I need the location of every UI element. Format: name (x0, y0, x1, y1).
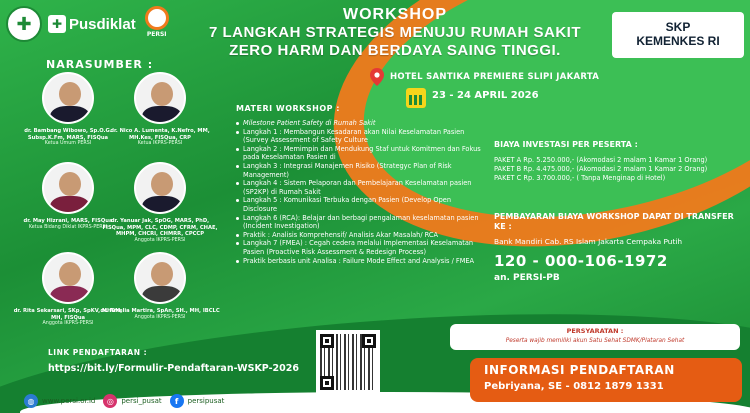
paket-row: PAKET A Rp. 5.250.000,- (Akomodasi 2 malam 1 Kamar 1 Orang) (494, 156, 708, 164)
workshop-label: WORKSHOP (343, 6, 447, 23)
qr-finder (320, 334, 334, 348)
persi-logo-text: PERSI (146, 31, 167, 38)
speaker-role: Anggota IKPRS-PERSI (42, 321, 94, 326)
speaker-card (100, 252, 220, 321)
persi-logo-icon (145, 6, 169, 30)
facebook-icon: f (170, 394, 184, 408)
venue-date: 23 - 24 APRIL 2026 (432, 90, 539, 101)
qr-finder (362, 334, 376, 348)
speaker-name: dr. Amelia Martira, SpAn, SH., MH, IBCLC (100, 308, 220, 314)
materi-title: MATERI WORKSHOP : (236, 104, 340, 113)
pusdiklat-logo (48, 15, 136, 33)
account-holder: an. PERSI-PB (494, 273, 560, 283)
speaker-name: dr. May Hizrani, MARS, FISQua (23, 218, 113, 224)
materi-item: Langkah 4 : Sistem Pelaporan dan Pembelajaran Keselamatan pasien (SP2KP) di Rumah Sakit (236, 179, 486, 196)
link-title: LINK PENDAFTARAN : (48, 348, 148, 357)
materi-item: Langkah 5 : Komunikasi Terbuka dengan Pasien (Develop Open Disclosure (236, 196, 486, 213)
globe-icon: ◍ (24, 394, 38, 408)
materi-item: Milestone Patient Safety di Rumah Sakit (236, 119, 486, 128)
logo-row (6, 6, 172, 42)
pusdiklat-logo-text: Pusdiklat (69, 15, 136, 33)
materi-item: Praktik berbasis unit Analisa : Failure Mode Effect and Analysis / FMEA (236, 257, 486, 266)
instagram-icon: ◎ (103, 394, 117, 408)
speaker-photo (134, 72, 186, 124)
social-instagram[interactable] (103, 394, 161, 408)
title-line-1: 7 LANGKAH STRATEGIS MENUJU RUMAH SAKIT (208, 24, 582, 41)
persyaratan-box (450, 324, 740, 350)
skp-line-2: KEMENKES RI (636, 34, 720, 48)
biaya-section (494, 140, 707, 183)
pembayaran-section (494, 212, 744, 283)
social-facebook-label: persipusat (187, 397, 225, 405)
materi-item: Praktik : Analisis Komprehensif/ Analisis Akar Masalah/ RCA (236, 231, 486, 240)
account-number: 120 - 000-106-1972 (494, 252, 668, 270)
speaker-name: dr. Yanuar Jak, SpOG, MARS, PhD, FISQua, MPM, CLC, CDMP, CFRM, CHAE, MHPM, CHCRI, CHMRR, CPCCP (102, 218, 218, 237)
speaker-photo (134, 162, 186, 214)
bank-name: Bank Mandiri Cab. RS Islam Jakarta Cempaka Putih (494, 237, 683, 246)
pusdiklat-mark-icon: ✚ (48, 15, 66, 33)
qr-code-icon[interactable] (316, 330, 380, 394)
biaya-title: BIAYA INVESTASI PER PESERTA : (494, 140, 638, 149)
speaker-role: Ketua Bidang Diklat IKPRS-PERSI (28, 224, 108, 230)
registration-link[interactable]: https://bit.ly/Formulir-Pendaftaran-WSKP-2026 (48, 363, 299, 374)
speaker-card (100, 162, 220, 244)
materi-item: Langkah 3 : Integrasi Manajemen Risiko (Strategyc Plan of Risk Management) (236, 162, 486, 179)
venue-hotel: HOTEL SANTIKA PREMIERE SLIPI JAKARTA (390, 72, 600, 82)
social-links (24, 394, 224, 408)
paket-row: PAKET B Rp. 4.475.000,- (Akomodasi 2 malam 1 Kamar 2 Orang) (494, 165, 708, 173)
pembayaran-title: PEMBAYARAN BIAYA WORKSHOP DAPAT DI TRANSFER KE : (494, 212, 734, 231)
social-instagram-label: persi_pusat (121, 397, 162, 405)
speaker-photo (42, 252, 94, 304)
persyaratan-title: PERSYARATAN : (566, 327, 624, 335)
speaker-photo (42, 72, 94, 124)
speaker-role: Anggota IKPRS-PERSI (134, 314, 186, 320)
link-section (48, 348, 299, 374)
speaker-photo (134, 252, 186, 304)
speaker-name: dr. Nico A. Lumenta, K.Nefro, MM, MH.Kes, FISQua, CRP (110, 128, 210, 141)
title-line-2: ZERO HARM DAN BERDAYA SAING TINGGI. (229, 42, 561, 59)
materi-section (236, 104, 486, 265)
speaker-role: Anggota IKPRS-PERSI (134, 237, 186, 243)
qr-finder (320, 376, 334, 390)
info-contact[interactable]: Pebriyana, SE - 0812 1879 1331 (484, 381, 664, 392)
social-web[interactable] (24, 394, 95, 408)
title-block (190, 6, 600, 60)
materi-item: Langkah 7 (FMEA) : Cegah cedera melalui Implementasi Keselamatan Pasien (Proactive Risk Assessment & Redesign Process) (236, 239, 486, 256)
info-title: INFORMASI PENDAFTARAN (484, 363, 675, 377)
materi-item: Langkah 2 : Memimpin dan Mendukung Staf untuk Komitmen dan Fokus pada Keselamatan Pasien di (236, 145, 486, 162)
social-web-label: www.persi.or.id (42, 397, 96, 405)
materi-item: Langkah 6 (RCA): Belajar dan berbagi pengalaman keselamatan pasien (Incident Investigation) (236, 214, 486, 231)
speaker-name: dr. Bambang Wibowo, Sp.O.G. Subsp.K.Fm, MARS, FISQua (24, 128, 112, 141)
kemenkes-logo-icon: ✚ (6, 6, 42, 42)
speaker-role: Ketua IKPRS-PERSI (137, 141, 183, 146)
speaker-name: dr. Rita Sekarsari, SKp, SpKV, MHSM, MH, FISQua (13, 308, 123, 321)
speaker-photo (42, 162, 94, 214)
paket-row: PAKET C Rp. 3.700.000,- ( Tanpa Menginap di Hotel) (494, 174, 666, 182)
info-pendaftaran-box (470, 358, 742, 402)
social-facebook[interactable] (170, 394, 225, 408)
skp-line-1: SKP (665, 20, 691, 34)
speaker-card (100, 72, 220, 147)
speaker-role: Ketua Umum PERSI (44, 141, 92, 146)
persyaratan-text: Peserta wajib memiliki akun Satu Sehat SDMK/Plataran Sehat (505, 338, 685, 344)
location-pin-icon (370, 68, 384, 86)
materi-item: Langkah 1 : Membangun Kesadaran akan Nilai Keselamatan Pasien (Survey Assessment of Safety Culture (236, 128, 486, 145)
materi-list (236, 119, 486, 265)
narasumber-title: NARASUMBER : (46, 58, 154, 71)
persi-logo (142, 6, 172, 42)
skp-badge (612, 12, 744, 58)
